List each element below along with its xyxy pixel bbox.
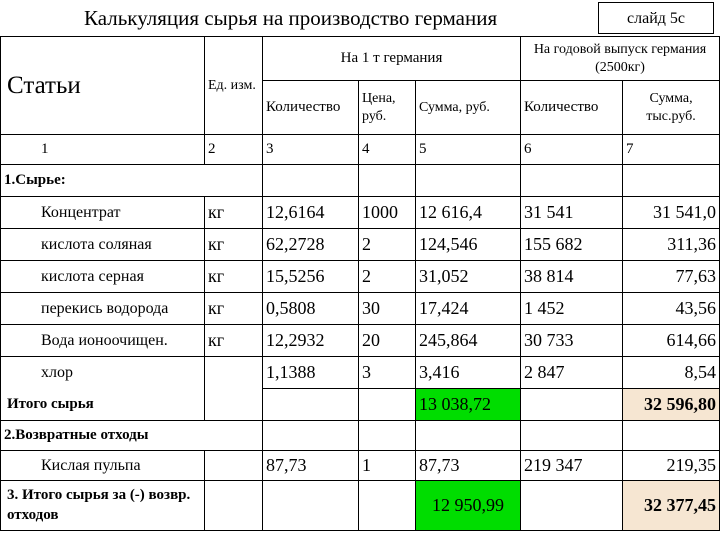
row-name: кислота серная [1, 261, 205, 293]
raw-total-sum: 13 038,72 [416, 389, 521, 421]
section-returns-row [1, 421, 720, 451]
row-sum: 31,052 [416, 261, 521, 293]
row-price: 2 [359, 229, 416, 261]
row-sum: 245,864 [416, 325, 521, 357]
row-name: Концентрат [1, 197, 205, 229]
net-total-row [1, 481, 720, 531]
returns-sum: 87,73 [416, 451, 521, 481]
row-qty: 15,5256 [263, 261, 359, 293]
section-raw-row [1, 165, 720, 197]
col-num-3: 3 [263, 135, 359, 165]
table-row [1, 197, 720, 229]
slide-label: слайд 5с [598, 2, 714, 34]
row-qty-year: 30 733 [521, 325, 623, 357]
header-sum-th: Сумма, тыс.руб. [623, 81, 720, 135]
raw-total-row [1, 389, 720, 421]
header-unit: Ед. изм. [205, 37, 263, 135]
header-qty-year: Количество [521, 81, 623, 135]
row-unit: кг [205, 229, 263, 261]
row-name: кислота соляная [1, 229, 205, 261]
row-price: 2 [359, 261, 416, 293]
row-sum-year: 77,63 [623, 261, 720, 293]
row-sum: 3,416 [416, 357, 521, 389]
row-unit: кг [205, 293, 263, 325]
returns-row [1, 451, 720, 481]
page-title: Калькуляция сырья на производство германия [84, 6, 498, 30]
section-returns-label: 2.Возвратные отходы [1, 421, 263, 451]
row-sum: 12 616,4 [416, 197, 521, 229]
raw-total-sum-year: 32 596,80 [623, 389, 720, 421]
row-sum-year: 614,66 [623, 325, 720, 357]
row-sum-year: 8,54 [623, 357, 720, 389]
row-price: 30 [359, 293, 416, 325]
row-name: хлор [1, 357, 205, 389]
section-raw-label: 1.Сырье: [1, 165, 205, 197]
header-price: Цена, руб. [359, 81, 416, 135]
header-sum-rub: Сумма, руб. [416, 81, 521, 135]
calculation-table-wrap [0, 36, 720, 540]
returns-sum-year: 219,35 [623, 451, 720, 481]
header-statyi: Статьи [1, 37, 205, 135]
row-unit: кг [205, 261, 263, 293]
net-total-label: 3. Итого сырья за (-) возвр. отходов [1, 481, 205, 531]
col-num-7: 7 [623, 135, 720, 165]
table-row [1, 293, 720, 325]
row-unit: кг [205, 325, 263, 357]
row-qty-year: 31 541 [521, 197, 623, 229]
raw-total-label: Итого сырья [1, 389, 205, 421]
header-per-ton: На 1 т германия [263, 37, 521, 81]
returns-qty: 87,73 [263, 451, 359, 481]
header-row-1 [1, 37, 720, 81]
row-qty-year: 2 847 [521, 357, 623, 389]
col-num-4: 4 [359, 135, 416, 165]
row-unit [205, 357, 263, 389]
header-qty: Количество [263, 81, 359, 135]
row-sum-year: 311,36 [623, 229, 720, 261]
header-annual: На годовой выпуск германия (2500кг) [521, 37, 720, 81]
row-sum: 17,424 [416, 293, 521, 325]
row-sum-year: 31 541,0 [623, 197, 720, 229]
row-name: Вода ионоочищен. [1, 325, 205, 357]
col-num-6: 6 [521, 135, 623, 165]
row-qty: 0,5808 [263, 293, 359, 325]
row-qty: 12,6164 [263, 197, 359, 229]
row-unit: кг [205, 197, 263, 229]
calculation-table [0, 36, 720, 531]
row-sum: 124,546 [416, 229, 521, 261]
col-num-5: 5 [416, 135, 521, 165]
table-row [1, 325, 720, 357]
row-price: 20 [359, 325, 416, 357]
returns-price: 1 [359, 451, 416, 481]
row-sum-year: 43,56 [623, 293, 720, 325]
row-qty-year: 155 682 [521, 229, 623, 261]
row-qty: 62,2728 [263, 229, 359, 261]
row-qty: 12,2932 [263, 325, 359, 357]
returns-qty-year: 219 347 [521, 451, 623, 481]
returns-name: Кислая пульпа [1, 451, 205, 481]
col-num-1: 1 [1, 135, 205, 165]
row-qty-year: 1 452 [521, 293, 623, 325]
table-row [1, 229, 720, 261]
table-row [1, 261, 720, 293]
row-price: 3 [359, 357, 416, 389]
col-num-2: 2 [205, 135, 263, 165]
column-numbers-row [1, 135, 720, 165]
net-total-sum-year: 32 377,45 [623, 481, 720, 531]
table-row [1, 357, 720, 389]
row-qty: 1,1388 [263, 357, 359, 389]
net-total-sum: 12 950,99 [416, 481, 521, 531]
row-price: 1000 [359, 197, 416, 229]
row-name: перекись водорода [1, 293, 205, 325]
row-qty-year: 38 814 [521, 261, 623, 293]
